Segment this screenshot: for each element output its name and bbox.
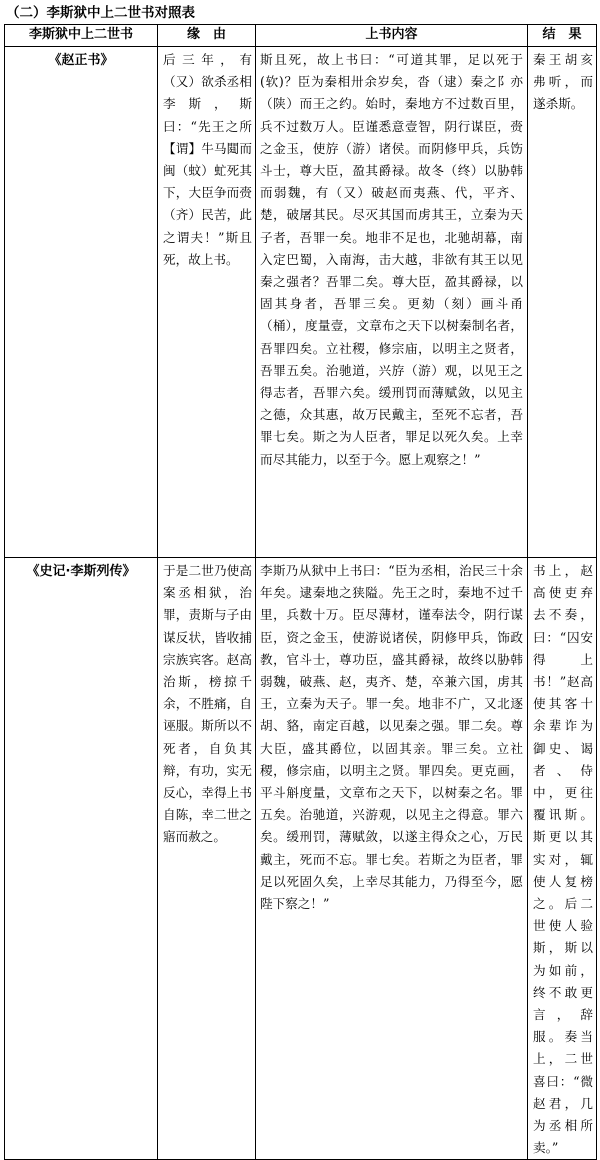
- row-reason: 于是二世乃使高案丞相狱，治罪，责斯与子由谋反状，皆收捕宗族宾客。赵高治斯，榜掠千余，不胜痛，自诬服。斯所以不死者，自负其辩，有功，实无反心，幸得上书自陈，幸二世之寤而赦之。: [158, 558, 256, 1160]
- header-reason: 缘 由: [158, 25, 256, 47]
- table-row: [5, 47, 597, 558]
- row-result: 书上，赵高使吏弃去不奏，曰：“囚安得上书！”赵高使其客十余辈诈为御史、谒者、侍中，更往覆讯斯。斯更以其实对，辄使人复榜之。后二世使人验斯，斯以为如前，终不敢更言，辞服。奏当上，二世喜曰：“微赵君，几为丞相所卖。”: [528, 558, 597, 1160]
- table-row: [5, 558, 597, 1160]
- row-content: 李斯乃从狱中上书曰：“臣为丞相，治民三十余年矣。逮秦地之狭隘。先王之时，秦地不过千里，兵数十万。臣尽薄材，谨奉法令，阴行谋臣，资之金玉，使游说诸侯，阴修甲兵，饰政教，官斗士，尊功臣，盛其爵禄，故终以胁韩弱魏，破燕、赵，夷齐、楚，卒兼六国，虏其王，立秦为天子。罪一矣。地非不广，又北逐胡、貉，南定百越，以见秦之强。罪二矣。尊大臣，盛其爵位，以固其亲。罪三矣。立社稷，修宗庙，以明主之贤。罪四矣。更克画，平斗斛度量，文章布之天下，以树秦之名。罪五矣。治驰道，兴游观，以见主之得意。罪六矣。缓刑罚，薄赋敛，以遂主得众之心，万民戴主，死而不忘。罪七矣。若斯之为臣者，罪足以死固久矣，上幸尽其能力，乃得至今，愿陛下察之！”: [256, 558, 528, 1160]
- table-title: （二）李斯狱中上二世书对照表: [6, 5, 195, 21]
- header-source: 李斯狱中上二世书: [5, 25, 158, 47]
- row-content: 斯且死，故上书曰：“可道其罪，足以死于(软)？臣为秦相卅余岁矣，沓（逮）秦之阝亦（陕）而王之约。始时，秦地方不过数百里，兵不过数万人。臣谨悉意壹智，阴行谋臣，赍之金玉，使斿（游）诸侯。而阴修甲兵，兵饬斗士，尊大臣，盈其爵禄。故冬（终）以胁韩而弱魏，有（又）破赵而夷燕、代，平齐、楚，破屠其民。尽灭其国而虏其王，立秦为天子者，吾罪一矣。地非不足也，北驰胡幕，南入定巴蜀，入南海，击大越，非欲有其王以见秦之强者？吾罪二矣。尊大臣，盈其爵禄，以固其身者，吾罪三矣。更劾（刻）画斗甬（桶），度量壹，文章布之天下以树秦制名者，吾罪四矣。立社稷，修宗庙，以明主之贤者，吾罪五矣。治驰道，兴斿（游）观，以见王之得志者，吾罪六矣。缓刑罚而薄赋敛，以见主之德，众其惠，故万民戴主，至死不忘者，吾罪七矣。斯之为人臣者，罪足以死久矣。上幸而尽其能力，以至于今。愿上观察之！”: [256, 47, 528, 558]
- row-reason: 后三年，有（又）欲杀丞相李斯，斯曰：“先王之所【谓】牛马閮而闽（蚊）虻死其下，大臣争而赍（齐）民苦，此之谓夫！”斯且死，故上书。: [158, 47, 256, 558]
- header-row: [5, 25, 597, 47]
- header-result: 结 果: [528, 25, 597, 47]
- header-content: 上书内容: [256, 25, 528, 47]
- comparison-table: [4, 24, 597, 1160]
- row-source: 《赵正书》: [5, 47, 158, 558]
- row-result: 秦王胡亥弗听，而遂杀斯。: [528, 47, 597, 558]
- row-source: 《史记·李斯列传》: [5, 558, 158, 1160]
